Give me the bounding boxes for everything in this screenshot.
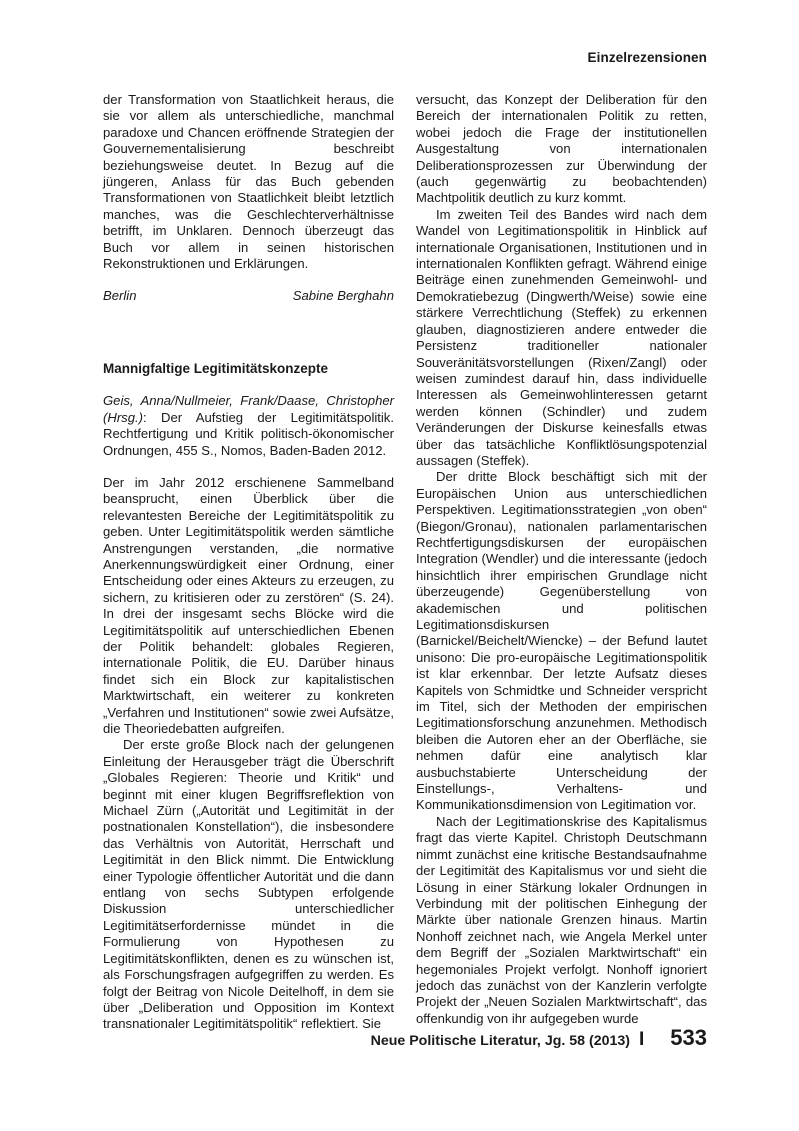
paragraph-continued: versucht, das Konzept der Deliberation für den Bereich der internationalen Politik zu retten, wobei jedoch die Frage der institutionellen Ausgestaltung von internationalen Deliberationsprozessen zur Überwindung der (auch gegenwärtig zu beobachtenden) Machtpolitik deutlich zu kurz kommt. [416,92,707,206]
bibliographic-entry [103,393,394,459]
right-column [416,92,707,1027]
page-footer [326,1025,707,1051]
left-column [103,92,394,1033]
footer-separator: I [639,1029,645,1050]
journal-citation: Neue Politische Literatur, Jg. 58 (2013) [370,1033,630,1049]
paragraph-4: Nach der Legitimationskrise des Kapitalismus fragt das vierte Kapitel. Christoph Deutschmann nimmt zunächst eine kritische Bestandsaufnahme der Legitimität des Kapitalismus vor und sieht die Lösung in einer Stärkung lokaler Ordnungen in Verbindung mit der politischen Einhegung der Märkte über nationale Grenzen hinaus. Martin Nonhoff zeichnet nach, wie Angela Merkel unter dem Begriff der „Sozialen Marktwirtschaft“ ein hegemoniales Projekt verfolgt. Nonhoff ignoriert jedoch das zunächst von der Kanzlerin verfolgte Projekt der „Neuen Sozialen Marktwirtschaft“, das offenkundig von ihr aufgegeben wurde [416,813,707,1026]
paragraph-2: Im zweiten Teil des Bandes wird nach dem Wandel von Legitimationspolitik in Hinblick auf internationale Organisationen, Institutionen und in internationalen Konflikten gefragt. Während einige Beiträge einen zunehmenden Gemeinwohl- und Demokratiebezug (Dingwerth/Weise) sowie eine stärkere Verrechtlichung (Steffek) zu erkennen glauben, diagnostizieren andere entweder die Persistenz traditioneller nationaler Souveränitätsvorstellungen (Rixen/Zangl) oder weisen zumindest darauf hin, dass individuelle Interessen als Gemeinwohlinteressen getarnt werden können (Schindler) und zudem Veränderungen der Diskurse keinesfalls etwas über das tatsächliche Konfliktlösungspotenzial aussagen (Steffek). [416,206,707,468]
review-title: Mannigfaltige Legitimitätskonzepte [103,360,329,376]
paragraph-previous-review-end: der Transformation von Staatlichkeit heraus, die sie vor allem als unterschiedliche, manchmal paradoxe und Chancen eröffnende Strategien der Gouvernementalisierung beschreibt beziehungsweise deutet. In Bezug auf die jüngeren, Anlass für das Buch gebenden Transformationen von Staatlichkeit bleibt letztlich manches, was die Geschlechterverhältnisse betrifft, im Unklaren. Dennoch überzeugt das Buch vor allem in seinen historischen Rekonstruktionen und Erklärungen. [103,92,394,272]
signoff-author: Sabine Berghahn [292,288,394,304]
page-number: 533 [670,1025,707,1050]
paragraph-2: Der erste große Block nach der gelungenen Einleitung der Herausgeber trägt die Überschrift „Globales Regieren: Theorie und Kritik“ und beginnt mit einer klugen Begriffsreflektion von Michael Zürn („Autorität und Legitimität in der postnationalen Konstellation“), die insbesondere das Verhältnis von Autorität, Herrschaft und Legitimität in den Blick nimmt. Die Entwicklung einer Typologie öffentlicher Autorität und die dann entlang von sechs Subtypen erfolgende Diskussion unterschiedlicher Legitimitätserfordernisse mündet in die Formulierung von Hypothesen zu Legitimitätskonflikten, denen es zu wünschen ist, als Forschungsfragen aufgegriffen zu werden. Es folgt der Beitrag von Nicole Deitelhoff, in dem sie über „Deliberation und Opposition im Kontext transnationaler Legitimitätspolitik“ reflektiert. Sie [103,737,394,1032]
paragraph-1: Der im Jahr 2012 erschienene Sammelband beansprucht, einen Überblick über die relevantesten Bereiche der Legitimitätspolitik zu geben. Unter Legitimitätspolitik werden sämtliche Anstrengungen verstanden, „die normative Anerkennungswürdigkeit einer Ordnung, einer Entscheidung oder eines Akteurs zu erzeugen, zu sichern, zu kritisieren oder zu zerstören“ (S. 24). In drei der insgesamt sechs Blöcke wird die Legitimitätspolitik auf unterschiedlichen Ebenen der Politik behandelt: globales Regieren, internationale Politik, die EU. Darüber hinaus findet sich ein Block zur kapitalistischen Marktwirtschaft, ein weiterer zu konkreten „Verfahren und Institutionen“ sowie zwei Aufsätze, die Theoriedebatten aufgreifen. [103,474,394,736]
section-header: Einzelrezensionen [587,50,707,65]
biblio-details: : Der Aufstieg der Legitimitätspolitik. Rechtfertigung und Kritik politisch-ökonomischer Ordnungen, 455 S., Nomos, Baden-Baden 2012. [103,409,394,458]
biblio-authors: Geis, Anna/Nullmeier, Frank/Daase, Christopher (Hrsg.) [103,393,394,425]
paragraph-3: Der dritte Block beschäftigt sich mit der Europäischen Union aus unterschiedlichen Perspektiven. Legitimationsstrategien „von oben“ (Biegon/Gronau), nationalen parlamentarischen Rechtfertigungsdiskursen der europäischen Integration (Wendler) und die interessante (jedoch hinsichtlich ihrer empirischen Grundlage nicht überzeugende) Gegenüberstellung von akademischen und politischen Legitimationsdiskursen (Barnickel/Beichelt/Wiencke) – der Befund lautet unisono: Die pro-europäische Legitimationspolitik ist klar erkennbar. Der letzte Aufsatz dieses Kapitels von Schmidtke und Schneider verspricht im Titel, sich der Methoden der empirischen Legitimationsforschung anzunehmen. Methodisch bleiben die Autoren eher an der Oberfläche, sie nehmen dafür eine analytisch klar ausbuchstabierte Unterscheidung der Einstellungs-, Verhaltens- und Kommunikationsdimension von Legitimation vor. [416,469,707,813]
review-signoff [103,288,394,304]
signoff-place: Berlin [103,288,137,304]
